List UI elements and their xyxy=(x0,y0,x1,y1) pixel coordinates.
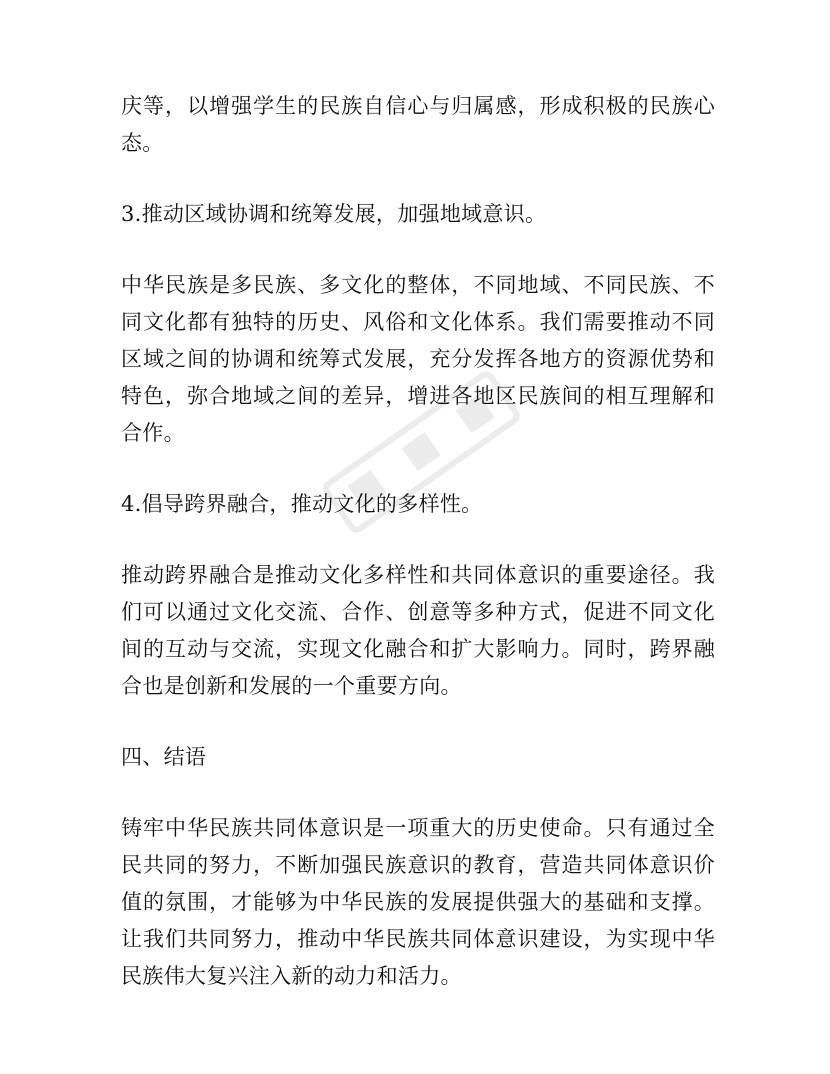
section-heading-3: 3.推动区域协调和统筹发展，加强地域意识。 xyxy=(121,202,547,226)
section-heading-conclusion: 四、结语 xyxy=(121,745,207,769)
paragraph-conclusion: 铸牢中华民族共同体意识是一项重大的历史使命。只有通过全民共同的努力，不断加强民族意识的教育，营造共同体意识价值的氛围，才能够为中华民族的发展提供强大的基础和支撑。让我们共同努力，推动中华民族共同体意识建设，为实现中华民族伟大复兴注入新的动力和活力。 xyxy=(121,816,715,988)
document-body xyxy=(121,88,715,1029)
section-heading-4: 4.倡导跨界融合，推动文化的多样性。 xyxy=(121,492,483,516)
paragraph-cross-border-integration: 推动跨界融合是推动文化多样性和共同体意识的重要途径。我们可以通过文化交流、合作、创意等多种方式，促进不同文化间的互动与交流，实现文化融合和扩大影响力。同时，跨界融合也是创新和发展的一个重要方向。 xyxy=(121,563,715,698)
paragraph-regional-coordination: 中华民族是多民族、多文化的整体，不同地域、不同民族、不同文化都有独特的历史、风俗和文化体系。我们需要推动不同区域之间的协调和统筹式发展，充分发挥各地方的资源优势和特色，弥合地域之间的差异，增进各地区民族间的相互理解和合作。 xyxy=(121,273,715,445)
paragraph-continuation: 庆等，以增强学生的民族自信心与归属感，形成积极的民族心态。 xyxy=(121,94,715,155)
